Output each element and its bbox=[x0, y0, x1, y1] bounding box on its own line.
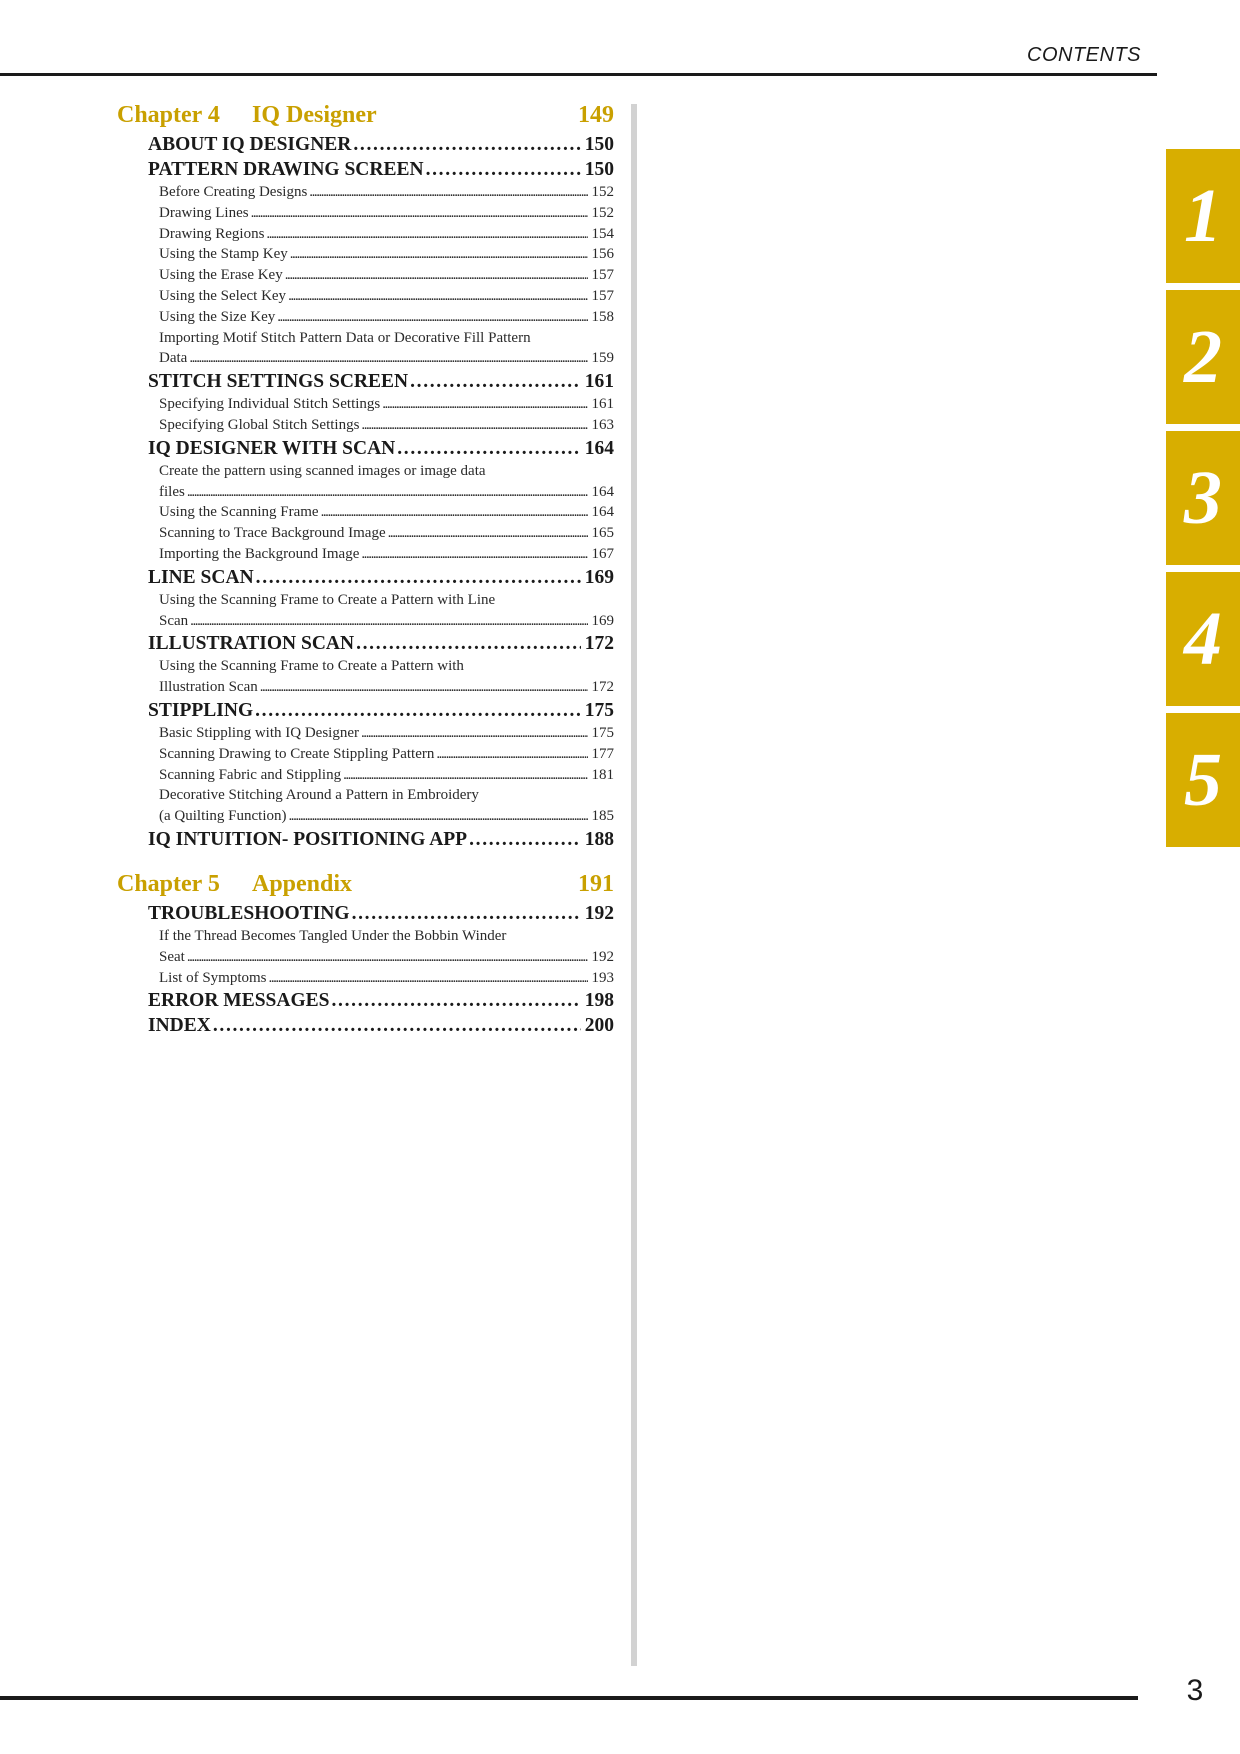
subsection-title: Using the Size Key bbox=[159, 308, 276, 325]
toc-section bbox=[117, 436, 614, 565]
subsection-title: Illustration Scan bbox=[159, 679, 258, 696]
subsection-title-line: Importing Motif Stitch Pattern Data or Decorative Fill Pattern bbox=[159, 329, 531, 346]
chapter-sections bbox=[117, 132, 614, 852]
dot-leader bbox=[285, 265, 588, 286]
dot-leader bbox=[187, 482, 588, 503]
dot-leader bbox=[189, 348, 587, 369]
toc-subsection-entry bbox=[159, 765, 614, 786]
chapter-number: Chapter 5 bbox=[117, 870, 220, 897]
toc-section bbox=[117, 369, 614, 436]
chapter-tab-1[interactable]: 1 bbox=[1166, 149, 1240, 283]
subsection-page: 154 bbox=[591, 225, 614, 242]
subsection-title-line: Create the pattern using scanned images or image data bbox=[159, 462, 486, 479]
toc-subsection-entry bbox=[159, 244, 614, 265]
dot-leader bbox=[361, 544, 587, 565]
dot-leader bbox=[277, 307, 587, 328]
subsection-title: Seat bbox=[159, 948, 185, 965]
dot-leader bbox=[352, 901, 581, 926]
toc-section bbox=[117, 1013, 614, 1038]
toc-subsection[interactable] bbox=[159, 394, 614, 415]
dot-leader bbox=[255, 698, 581, 723]
toc-subsection[interactable] bbox=[159, 328, 614, 370]
toc-subsection[interactable] bbox=[159, 785, 614, 827]
toc-subsection-entry bbox=[159, 286, 614, 307]
chapter-heading-label bbox=[117, 867, 352, 901]
toc-section-entry[interactable] bbox=[148, 988, 614, 1013]
subsection-page: 167 bbox=[591, 545, 614, 562]
toc-section bbox=[117, 988, 614, 1013]
subsection-title-line: Decorative Stitching Around a Pattern in Embroidery bbox=[159, 787, 479, 804]
subsection-page: 152 bbox=[591, 184, 614, 200]
toc-subsection-entry bbox=[159, 544, 614, 565]
toc-section-entry[interactable] bbox=[148, 901, 614, 926]
dot-leader bbox=[321, 502, 588, 523]
footer-rule bbox=[0, 1696, 1138, 1700]
section-page: 192 bbox=[584, 902, 614, 924]
chapter-title: IQ Designer bbox=[252, 102, 377, 128]
dot-leader bbox=[388, 523, 588, 544]
toc-subsection[interactable] bbox=[159, 415, 614, 436]
toc-section bbox=[117, 631, 614, 698]
dot-leader bbox=[251, 203, 588, 224]
toc-subsection[interactable] bbox=[159, 544, 614, 565]
section-title: IQ INTUITION- POSITIONING APP bbox=[148, 828, 468, 850]
toc-subsection[interactable] bbox=[159, 244, 614, 265]
toc-section-entry[interactable] bbox=[148, 698, 614, 723]
dot-leader bbox=[256, 565, 581, 590]
dot-leader bbox=[260, 677, 588, 698]
toc-subsection-entry bbox=[159, 224, 614, 245]
dot-leader bbox=[190, 611, 587, 632]
toc-subsection-entry bbox=[159, 502, 614, 523]
toc-subsection[interactable] bbox=[159, 765, 614, 786]
toc-section-entry[interactable] bbox=[148, 631, 614, 656]
section-page: 175 bbox=[584, 699, 614, 721]
toc-section bbox=[117, 132, 614, 157]
subsection-page: 177 bbox=[591, 745, 614, 762]
toc-section-entry[interactable] bbox=[148, 1013, 614, 1038]
subsection-title: Scanning Fabric and Stippling bbox=[159, 766, 342, 783]
subsection-title: (a Quilting Function) bbox=[159, 808, 287, 825]
toc-section-entry[interactable] bbox=[148, 369, 614, 394]
subsection-page: 158 bbox=[591, 308, 614, 325]
toc-subsection-entry bbox=[159, 744, 614, 765]
subsection-page: 163 bbox=[591, 416, 614, 433]
toc-section bbox=[117, 901, 614, 988]
subsection-page: 175 bbox=[591, 724, 614, 741]
subsection-title: Drawing Regions bbox=[159, 225, 265, 242]
chapter-heading-label bbox=[117, 98, 377, 132]
toc-subsection[interactable] bbox=[159, 307, 614, 328]
toc-subsection[interactable] bbox=[159, 926, 614, 968]
toc-section-entry[interactable] bbox=[148, 827, 614, 852]
dot-leader bbox=[382, 394, 587, 415]
subsection-page: 165 bbox=[591, 525, 614, 542]
dot-leader bbox=[361, 415, 587, 436]
toc-subsection[interactable] bbox=[159, 203, 614, 224]
section-page: 200 bbox=[584, 1015, 614, 1037]
toc-subsection-entry bbox=[159, 182, 614, 203]
toc-subsection[interactable] bbox=[159, 286, 614, 307]
section-title: ILLUSTRATION SCAN bbox=[148, 633, 355, 655]
subsection-title: Scanning Drawing to Create Stippling Pattern bbox=[159, 745, 435, 762]
subsection-page: 157 bbox=[591, 267, 614, 284]
dot-leader bbox=[426, 157, 581, 182]
toc-subsection-entry bbox=[159, 394, 614, 415]
table-of-contents bbox=[117, 98, 614, 1038]
chapter-heading[interactable] bbox=[117, 98, 614, 132]
toc-subsection-entry bbox=[159, 677, 614, 698]
toc-section-entry[interactable] bbox=[148, 157, 614, 182]
dot-leader bbox=[269, 968, 588, 989]
section-title: LINE SCAN bbox=[148, 566, 254, 588]
chapter-tab-4[interactable]: 4 bbox=[1166, 572, 1240, 706]
section-page: 169 bbox=[584, 566, 614, 588]
section-page: 150 bbox=[584, 134, 614, 155]
subsection-title: Drawing Lines bbox=[159, 204, 249, 221]
subsection-title: Specifying Individual Stitch Settings bbox=[159, 396, 381, 413]
subsection-list bbox=[148, 723, 614, 827]
toc-subsection-entry bbox=[159, 968, 614, 989]
subsection-title: files bbox=[159, 483, 185, 500]
column-divider bbox=[631, 104, 637, 1666]
header-rule bbox=[0, 73, 1157, 76]
section-title: STITCH SETTINGS SCREEN bbox=[148, 371, 409, 393]
section-title: STIPPLING bbox=[148, 699, 254, 721]
toc-subsection-entry bbox=[159, 611, 614, 632]
dot-leader bbox=[356, 631, 581, 656]
section-page: 150 bbox=[584, 159, 614, 180]
toc-subsection-entry bbox=[159, 265, 614, 286]
subsection-page: 159 bbox=[591, 350, 614, 367]
chapter-page: 191 bbox=[578, 870, 614, 897]
subsection-page: 169 bbox=[591, 612, 614, 629]
chapter-heading[interactable] bbox=[117, 867, 614, 901]
subsection-page: 157 bbox=[591, 287, 614, 304]
subsection-page: 161 bbox=[591, 396, 614, 413]
subsection-title: Using the Erase Key bbox=[159, 267, 283, 284]
toc-subsection-entry bbox=[159, 723, 614, 744]
subsection-title: Using the Select Key bbox=[159, 287, 287, 304]
chapter-sections bbox=[117, 901, 614, 1038]
subsection-title: Using the Scanning Frame bbox=[159, 504, 319, 521]
dot-leader bbox=[332, 988, 581, 1013]
dot-leader bbox=[288, 286, 587, 307]
subsection-title: Before Creating Designs bbox=[159, 184, 308, 200]
section-title: ABOUT IQ DESIGNER bbox=[148, 134, 352, 155]
subsection-list bbox=[148, 461, 614, 565]
subsection-list bbox=[148, 182, 614, 369]
toc-subsection-entry bbox=[159, 523, 614, 544]
section-page: 198 bbox=[584, 990, 614, 1012]
subsection-page: 164 bbox=[591, 504, 614, 521]
subsection-page: 185 bbox=[591, 808, 614, 825]
subsection-page: 152 bbox=[591, 204, 614, 221]
page-number: 3 bbox=[1186, 1674, 1204, 1707]
subsection-page: 192 bbox=[591, 948, 614, 965]
toc-section-entry[interactable] bbox=[148, 565, 614, 590]
toc-section bbox=[117, 698, 614, 827]
toc-section bbox=[117, 157, 614, 369]
subsection-list bbox=[148, 656, 614, 698]
subsection-title: Importing the Background Image bbox=[159, 545, 360, 562]
section-title: IQ DESIGNER WITH SCAN bbox=[148, 437, 396, 459]
subsection-page: 164 bbox=[591, 483, 614, 500]
toc-subsection[interactable] bbox=[159, 744, 614, 765]
toc-subsection[interactable] bbox=[159, 461, 614, 503]
chapter-tab-5[interactable]: 5 bbox=[1166, 713, 1240, 847]
chapter-title: Appendix bbox=[252, 870, 353, 897]
toc-subsection[interactable] bbox=[159, 656, 614, 698]
subsection-title: List of Symptoms bbox=[159, 969, 267, 986]
subsection-page: 172 bbox=[591, 679, 614, 696]
toc-section bbox=[117, 565, 614, 632]
section-page: 161 bbox=[584, 371, 614, 393]
subsection-title-line: If the Thread Becomes Tangled Under the Bobbin Winder bbox=[159, 927, 507, 944]
dot-leader bbox=[213, 1013, 581, 1038]
toc-subsection[interactable] bbox=[159, 265, 614, 286]
dot-leader bbox=[410, 369, 581, 394]
section-title: ERROR MESSAGES bbox=[148, 990, 330, 1012]
subsection-page: 181 bbox=[591, 766, 614, 783]
dot-leader bbox=[353, 132, 580, 157]
section-page: 164 bbox=[584, 437, 614, 459]
toc-subsection-entry bbox=[159, 806, 614, 827]
toc-subsection-entry bbox=[159, 348, 614, 369]
toc-subsection-entry bbox=[159, 482, 614, 503]
chapter-tab-3[interactable]: 3 bbox=[1166, 431, 1240, 565]
subsection-list bbox=[148, 394, 614, 436]
toc-subsection[interactable] bbox=[159, 224, 614, 245]
toc-section-entry[interactable] bbox=[148, 436, 614, 461]
chapter-page: 149 bbox=[578, 102, 614, 128]
toc-subsection[interactable] bbox=[159, 723, 614, 744]
running-header: CONTENTS bbox=[1027, 44, 1141, 66]
toc-subsection[interactable] bbox=[159, 590, 614, 632]
subsection-page: 156 bbox=[591, 246, 614, 263]
toc-section bbox=[117, 827, 614, 852]
section-title: PATTERN DRAWING SCREEN bbox=[148, 159, 424, 180]
subsection-list bbox=[148, 590, 614, 632]
subsection-title-line: Using the Scanning Frame to Create a Pattern with bbox=[159, 658, 464, 675]
dot-leader bbox=[290, 244, 588, 265]
section-title: TROUBLESHOOTING bbox=[148, 902, 350, 924]
section-title: INDEX bbox=[148, 1015, 211, 1037]
toc-subsection-entry bbox=[159, 203, 614, 224]
section-page: 188 bbox=[584, 828, 614, 850]
subsection-title: Data bbox=[159, 350, 188, 367]
dot-leader bbox=[309, 182, 587, 203]
dot-leader bbox=[266, 224, 587, 245]
dot-leader bbox=[436, 744, 587, 765]
subsection-title: Using the Stamp Key bbox=[159, 246, 288, 263]
toc-subsection[interactable] bbox=[159, 502, 614, 523]
dot-leader bbox=[469, 827, 581, 852]
dot-leader bbox=[343, 765, 587, 786]
toc-subsection-entry bbox=[159, 415, 614, 436]
toc-subsection-entry bbox=[159, 307, 614, 328]
section-page: 172 bbox=[584, 633, 614, 655]
subsection-title: Specifying Global Stitch Settings bbox=[159, 416, 360, 433]
subsection-title-line: Using the Scanning Frame to Create a Pattern with Line bbox=[159, 591, 496, 608]
subsection-list bbox=[148, 926, 614, 988]
subsection-title: Basic Stippling with IQ Designer bbox=[159, 724, 359, 741]
toc-subsection-entry bbox=[159, 947, 614, 968]
toc-subsection[interactable] bbox=[159, 182, 614, 203]
subsection-title: Scanning to Trace Background Image bbox=[159, 525, 386, 542]
dot-leader bbox=[289, 806, 588, 827]
toc-section-entry[interactable] bbox=[148, 132, 614, 157]
subsection-page: 193 bbox=[591, 969, 614, 986]
dot-leader bbox=[397, 436, 581, 461]
chapter-number: Chapter 4 bbox=[117, 102, 220, 128]
toc-subsection[interactable] bbox=[159, 523, 614, 544]
subsection-title: Scan bbox=[159, 612, 189, 629]
dot-leader bbox=[187, 947, 588, 968]
chapter-tabs bbox=[1166, 149, 1240, 854]
dot-leader bbox=[361, 723, 588, 744]
chapter-tab-2[interactable]: 2 bbox=[1166, 290, 1240, 424]
toc-subsection[interactable] bbox=[159, 968, 614, 989]
